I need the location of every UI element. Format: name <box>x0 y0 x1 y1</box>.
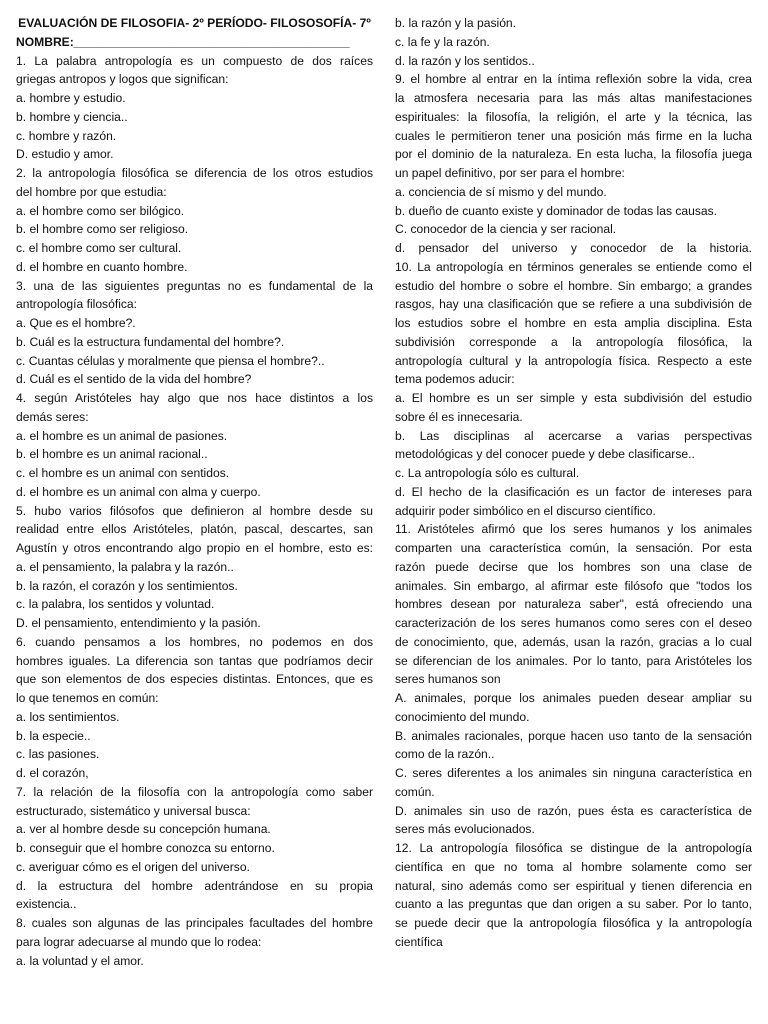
text-line: a. los sentimientos. <box>16 709 120 724</box>
text-line: c. La antropología sólo es cultural. <box>395 466 580 480</box>
text-line: 7. la relación de la filosofía con la antropología como saber <box>16 784 373 799</box>
text-line: d. el hombre en cuanto hombre. <box>16 259 188 274</box>
text-line: B. animales racionales, porque hacen uso tanto de la sensación <box>395 728 752 743</box>
text-line: d. pensador del universo y conocedor de la historia. <box>395 241 752 255</box>
text-line: como de la razón.. <box>395 747 495 762</box>
text-line: caracterización de los seres humanos como seres con el deseo <box>395 616 752 630</box>
text-line: Agustín y otros encontrando algo propio en el hombre, esto es: <box>16 541 373 555</box>
text-line: hombres iguales. La diferencia son tantas que podríamos decir <box>16 653 373 668</box>
text-line: b. el hombre es un animal racional.. <box>16 447 208 462</box>
text-line: común. <box>395 784 435 799</box>
text-line: a. conciencia de sí mismo y del mundo. <box>395 184 607 199</box>
text-line: rasgos, hay una clasificación que se refiere a una subdivisión de <box>395 297 752 312</box>
text-line: adquirir poder simbólico en el discurso científico. <box>395 503 656 518</box>
text-line: a. el hombre como ser bilógico. <box>16 203 185 218</box>
text-line: b. conseguir que el hombre conozca su entorno. <box>16 841 275 855</box>
text-line: c. Cuantas células y moralmente que piensa el hombre?.. <box>16 353 325 368</box>
text-line: por el dominio de la naturaleza. En esta lucha, la filosofía juega <box>395 147 752 162</box>
text-line: antropología filosófica: <box>16 297 138 312</box>
text-line: metodológicas y del conocer puede y debe clasificarse.. <box>395 447 695 462</box>
text-line: c. averiguar cómo es el origen del universo. <box>16 859 250 874</box>
text-line: que son elementos de dos especies distintas. Entonces, que es <box>16 672 373 687</box>
text-line: tema podemos aducir: <box>395 372 515 387</box>
text-line: 12. La antropología filosófica se distingue de la antropología <box>395 841 752 855</box>
text-line: demás seres: <box>16 409 89 424</box>
two-column-layout <box>16 14 752 970</box>
text-line: subdivisión corresponde a la antropología filosófica, la <box>395 334 752 349</box>
text-line: 1. La palabra antropología es un compuesto de dos raíces <box>16 53 373 68</box>
left-column <box>16 14 373 970</box>
text-line: c. hombre y razón. <box>16 128 117 143</box>
text-line: d. el corazón, <box>16 766 89 780</box>
text-line: c. el hombre es un animal con sentidos. <box>16 466 230 480</box>
text-line: 9. el hombre al entrar en la íntima reflexión sobre la vida, crea <box>395 72 752 87</box>
text-line: comparten una característica común, la sensación. Por esta <box>395 541 752 555</box>
text-line: b. hombre y ciencia.. <box>16 109 128 124</box>
text-line: d. la estructura del hombre adentrándose en su propia <box>16 878 373 893</box>
text-line: cuanto a las preguntas que dan origen a su saber. Por lo tanto, <box>395 897 752 912</box>
text-line: b. la razón, el corazón y los sentimientos. <box>16 578 238 593</box>
text-line: b. la especie.. <box>16 728 91 743</box>
text-line: c. las pasiones. <box>16 747 100 762</box>
text-line: la atmosfera necesaria para las más altas manifestaciones <box>395 91 752 105</box>
text-line: se diferencian de los animales. Por lo tanto, para Aristóteles los <box>395 653 752 668</box>
text-line: a. el hombre es un animal de pasiones. <box>16 428 228 443</box>
text-line: D. animales sin uso de razón, pues ésta es característica de <box>395 803 752 818</box>
text-line: los estudios sobre el hombre en esta amplia disciplina. Esta <box>395 316 752 330</box>
text-line: d. El hecho de la clasificación es un factor de intereses para <box>395 484 752 499</box>
text-line: lo que tenemos en común: <box>16 691 159 705</box>
text-line: d. Cuál es el sentido de la vida del hombre? <box>16 372 252 387</box>
text-line: científica <box>395 934 443 949</box>
text-line: C. conocedor de la ciencia y ser racional. <box>395 222 617 237</box>
text-line: A. animales, porque los animales pueden desear ampliar su <box>395 691 752 705</box>
text-line: a. Que es el hombre?. <box>16 316 136 330</box>
text-line: de conocimiento, que, además, usan la razón, gracias a lo cual <box>395 634 752 649</box>
text-line: 6. cuando pensamos a los hombres, no podemos en dos <box>16 634 373 649</box>
text-line: 11. Aristóteles afirmó que los seres humanos y los animales <box>395 522 752 537</box>
text-line: natural, sino además como ser espiritual y tienen diferencia en <box>395 878 752 893</box>
text-line: 8. cuales son algunas de las principales facultades del hombre <box>16 916 373 930</box>
text-line: b. el hombre como ser religioso. <box>16 222 189 237</box>
text-line: C. seres diferentes a los animales sin ninguna característica en <box>395 766 752 780</box>
text-line: conocimiento del mundo. <box>395 709 530 724</box>
text-line: b. dueño de cuanto existe y dominador de todas las causas. <box>395 203 718 218</box>
text-line: para lograr adecuarse al mundo que lo rodea: <box>16 934 262 949</box>
text-line: sobre él es innecesaria. <box>395 409 523 424</box>
text-line: d. el hombre es un animal con alma y cuerpo. <box>16 484 261 499</box>
exam-title: EVALUACIÓN DE FILOSOFIA- 2º PERÍODO- FILOSOSOFÍA- 7º <box>18 16 371 30</box>
text-line: 10. La antropología en términos generales se entiende como el <box>395 259 752 274</box>
text-line: c. la fe y la razón. <box>395 34 490 49</box>
right-column <box>395 14 752 970</box>
text-line: existencia.. <box>16 897 77 912</box>
text-line: seres más evolucionados. <box>395 822 535 837</box>
text-line: 5. hubo varios filósofos que definieron al hombre desde su <box>16 503 373 518</box>
text-line: a. El hombre es un ser simple y esta subdivisión del estudio <box>395 391 752 405</box>
text-line: animales. Sin embargo, al afirmar este filósofo que "todos los <box>395 578 752 593</box>
text-line: b. Las disciplinas al acercarse a varias perspectivas <box>395 428 752 443</box>
text-line: un papel definitivo, por ser para el hombre: <box>395 166 625 180</box>
text-line: a. la voluntad y el amor. <box>16 953 144 968</box>
text-line: del hombre por que estudia: <box>16 184 167 199</box>
text-line: antropología cultural y la antropología física. Respecto a este <box>395 353 752 368</box>
text-line: cuales le permitieron tener una posición más firme en la lucha <box>395 128 752 143</box>
text-line: 3. una de las siguientes preguntas no es fundamental de la <box>16 278 373 293</box>
text-line: hombres desean por naturaleza saber", está ofreciendo una <box>395 597 752 612</box>
text-line: D. el pensamiento, entendimiento y la pasión. <box>16 616 261 630</box>
text-line: d. la razón y los sentidos.. <box>395 53 535 68</box>
text-line: c. el hombre como ser cultural. <box>16 241 182 255</box>
text-line: seres humanos son <box>395 672 501 687</box>
text-line: a. el pensamiento, la palabra y la razón.. <box>16 559 234 574</box>
text-line: científica en que no toma al hombre solamente como ser <box>395 859 752 874</box>
text-line: b. la razón y la pasión. <box>395 16 517 30</box>
text-line: 4. según Aristóteles hay algo que nos hace distintos a los <box>16 391 373 405</box>
text-line: realidad entre ellos Aristóteles, platón, pascal, descartes, san <box>16 522 373 537</box>
text-line: a. hombre y estudio. <box>16 91 126 105</box>
text-line: 2. la antropología filosófica se diferencia de los otros estudios <box>16 166 373 180</box>
text-line: se puede decir que la antropología filosófica y la antropología <box>395 916 752 930</box>
text-line: c. la palabra, los sentidos y voluntad. <box>16 597 215 612</box>
text-line: estudio del hombre o sobre el hombre. Sin embargo; a grandes <box>395 278 752 293</box>
text-line: espirituales: la filosofía, la religión, el arte y la técnica, las <box>395 109 752 124</box>
text-line: razón puede decirse que los hombres son una clase de <box>395 559 752 574</box>
text-line: D. estudio y amor. <box>16 147 114 162</box>
text-line: estructurado, sistemático y universal busca: <box>16 803 251 818</box>
text-line: b. Cuál es la estructura fundamental del hombre?. <box>16 334 285 349</box>
text-line: griegas antropos y logos que significan: <box>16 72 229 87</box>
text-line: a. ver al hombre desde su concepción humana. <box>16 822 271 837</box>
name-line: NOMBRE:_________________________________________ <box>16 34 350 49</box>
